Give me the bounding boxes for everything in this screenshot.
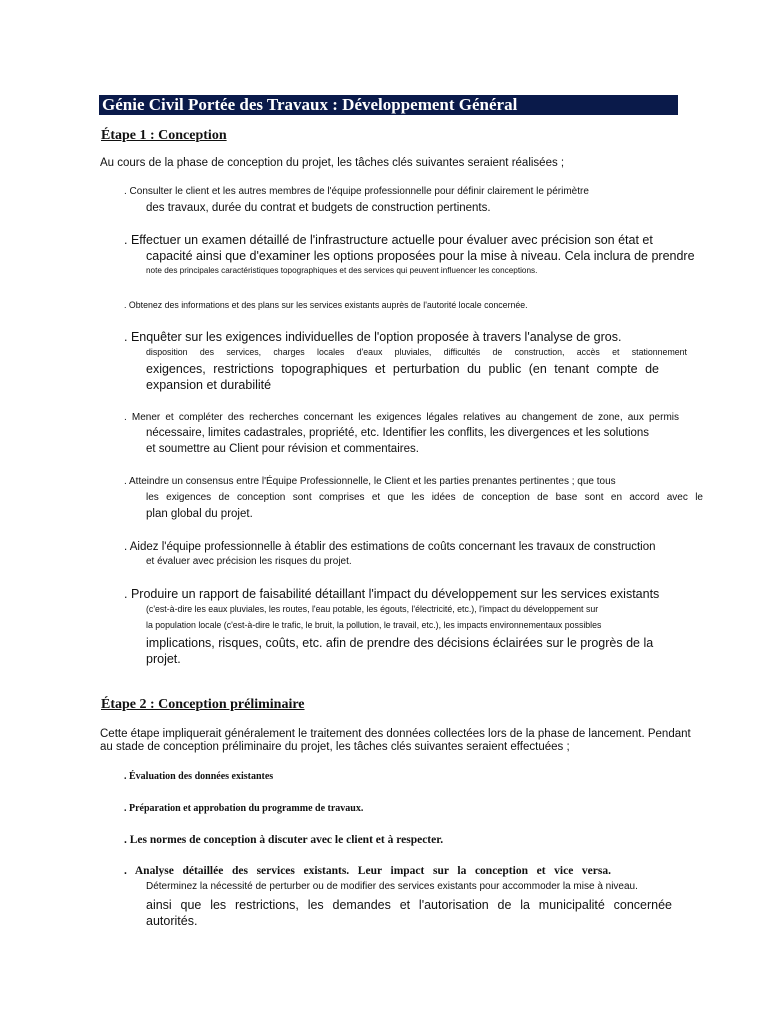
stage1-item-2-line3: note des principales caractéristiques topographiques et des services qui peuvent influencer les conceptions. (146, 266, 538, 275)
stage1-item-2-line1: . Effectuer un examen détaillé de l'infrastructure actuelle pour évaluer avec précision son état et (124, 233, 653, 247)
stage2-item-1-line1: . Évaluation des données existantes (124, 771, 274, 782)
stage1-item-5-line1: . Mener et compléter des recherches concernant les exigences légales relatives au changement de zone, aux permis (124, 412, 679, 423)
stage1-item-8-line2: (c'est-à-dire les eaux pluviales, les routes, l'eau potable, les égouts, l'électricité, etc.), l'impact du développement sur (146, 604, 599, 614)
stage1-item-8-line4: implications, risques, coûts, etc. afin de prendre des décisions éclairées sur le progrès de la (146, 636, 654, 650)
stage1-item-4-line2: disposition des services, charges locales d'eaux pluviales, difficultés de construction, accès et stationnement (146, 347, 687, 357)
stage1-item-8-line1: . Produire un rapport de faisabilité détaillant l'impact du développement sur les services existants (124, 587, 660, 601)
stage2-item-4-line2: Déterminez la nécessité de perturber ou de modifier des services existants pour accommoder la mise à niveau. (146, 881, 638, 892)
stage1-item-6-line3: plan global du projet. (146, 508, 253, 520)
stage1-item-7-line1: . Aidez l'équipe professionnelle à établir des estimations de coûts concernant les travaux de construction (124, 541, 656, 553)
stage1-item-4-line4: expansion et durabilité (146, 378, 272, 392)
stage2-item-4-line4: autorités. (146, 914, 198, 928)
stage2-item-4-line1: . Analyse détaillée des services existants. Leur impact sur la conception et vice versa. (124, 865, 611, 877)
stage1-item-4-line1: . Enquêter sur les exigences individuelles de l'option proposée à travers l'analyse de gros. (124, 330, 622, 344)
stage2-intro-line1: Cette étape impliquerait généralement le traitement des données collectées lors de la phase de lancement. Pendant (100, 728, 691, 740)
stage2-intro-line2: au stade de conception préliminaire du projet, les tâches clés suivantes seraient effectuées ; (100, 741, 570, 753)
stage1-item-8-line5: projet. (146, 652, 181, 666)
page-title: Génie Civil Portée des Travaux : Développement Général (99, 95, 678, 115)
stage2-item-2-line1: . Préparation et approbation du programme de travaux. (124, 803, 364, 814)
stage1-intro: Au cours de la phase de conception du projet, les tâches clés suivantes seraient réalisées ; (100, 157, 565, 169)
stage1-item-7-line2: et évaluer avec précision les risques du projet. (146, 556, 352, 567)
stage1-item-4-line3: exigences, restrictions topographiques et perturbation du public (en tenant compte de (146, 362, 659, 376)
stage1-item-5-line2: nécessaire, limites cadastrales, propriété, etc. Identifier les conflits, les divergences et les solutions (146, 427, 650, 439)
stage1-item-1-line1: . Consulter le client et les autres membres de l'équipe professionnelle pour définir clairement le périmètre (124, 186, 589, 197)
stage1-item-6-line1: . Atteindre un consensus entre l'Équipe Professionnelle, le Client et les parties prenantes pertinentes ; que tous (124, 476, 616, 487)
stage2-item-3-line1: . Les normes de conception à discuter avec le client et à respecter. (124, 834, 444, 846)
stage1-item-8-line3: la population locale (c'est-à-dire le trafic, le bruit, la pollution, le travail, etc.), les impacts environnementaux possibles (146, 620, 602, 630)
stage1-item-3-line1: . Obtenez des informations et des plans sur les services existants auprès de l'autorité locale concernée. (124, 300, 528, 310)
stage2-heading: Étape 2 : Conception préliminaire (101, 697, 305, 712)
stage1-item-6-line2: les exigences de conception sont comprises et que les idées de conception de base sont en accord avec le (146, 492, 703, 503)
stage2-item-4-line3: ainsi que les restrictions, les demandes et l'autorisation de la municipalité concernée (146, 898, 672, 912)
stage1-item-5-line3: et soumettre au Client pour révision et commentaires. (146, 443, 419, 455)
stage1-item-2-line2: capacité ainsi que d'examiner les options proposées pour la mise à niveau. Cela inclura de prendre (146, 249, 695, 263)
stage1-item-1-line2: des travaux, durée du contrat et budgets de construction pertinents. (146, 202, 491, 214)
stage1-heading: Étape 1 : Conception (101, 128, 227, 143)
